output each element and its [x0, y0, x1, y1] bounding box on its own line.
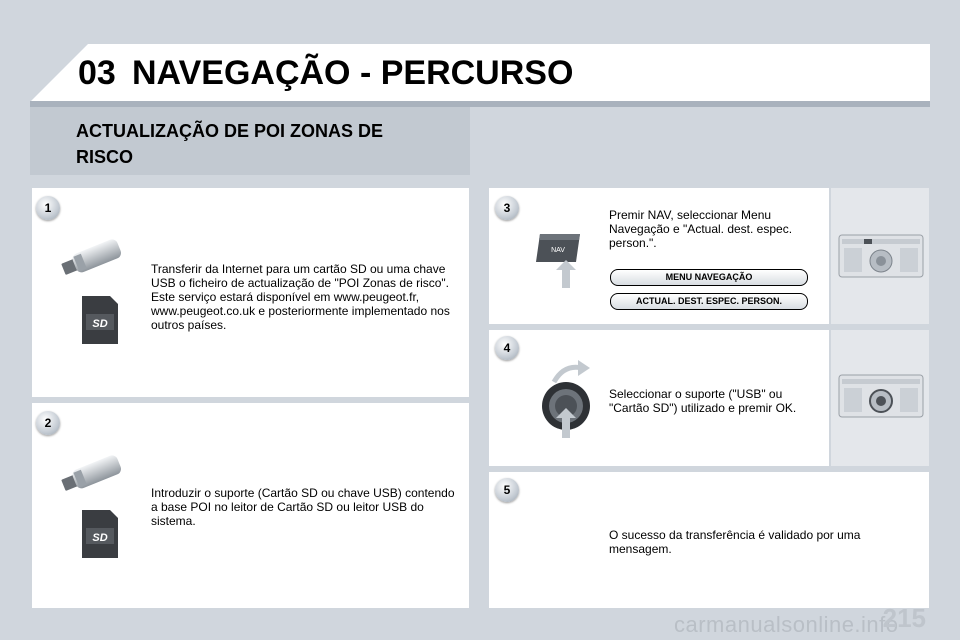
step-2-badge: 2 [36, 411, 60, 435]
sd-card-icon [80, 296, 120, 344]
step-3-text: Premir NAV, seleccionar Menu Navegação e "Actual. dest. espec. person.". [609, 208, 793, 250]
step-5-badge: 5 [495, 478, 519, 502]
step-1-text: Transferir da Internet para um cartão SD ou uma chave USB o ficheiro de actualização de "POI Zonas de risco". Este serviço estará disponível em www.peugeot.fr, www.peugeot.co.uk e posteriormente implementado nos outros países. [151, 262, 450, 332]
sd-logo: SD [92, 318, 108, 330]
page-number: 215 [882, 603, 926, 633]
nav-button-icon [530, 226, 590, 290]
usb-stick-icon [52, 236, 132, 284]
radio-unit-icon [838, 374, 924, 418]
sd-card-icon [80, 510, 120, 558]
chapter-number: 03 [78, 54, 116, 92]
watermark: carmanualsonline.info [674, 612, 899, 637]
step-1-badge: 1 [36, 196, 60, 220]
step-4-text: Seleccionar o suporte ("USB" ou "Cartão SD") utilizado e premir OK. [609, 387, 797, 415]
sd-logo: SD [92, 532, 108, 544]
usb-stick-icon [52, 452, 132, 500]
nav-label: NAV [551, 247, 565, 254]
section-title: ACTUALIZAÇÃO DE POI ZONAS DE RISCO [76, 121, 384, 167]
step-5-text: O sucesso da transferência é validado por uma mensagem. [609, 528, 861, 556]
step-3-badge: 3 [495, 196, 519, 220]
step-2-text: Introduzir o suporte (Cartão SD ou chave USB) contendo a base POI no leitor de Cartão SD ou leitor USB do sistema. [151, 486, 455, 528]
ok-dial-icon [534, 360, 600, 442]
radio-unit-icon [838, 234, 924, 278]
menu-navegacao-item[interactable]: MENU NAVEGAÇÃO [610, 269, 808, 286]
chapter-title: NAVEGAÇÃO - PERCURSO [132, 54, 574, 92]
step-4-badge: 4 [495, 336, 519, 360]
actual-dest-espec-person-item[interactable]: ACTUAL. DEST. ESPEC. PERSON. [610, 293, 808, 310]
section-header-fold [440, 107, 470, 175]
